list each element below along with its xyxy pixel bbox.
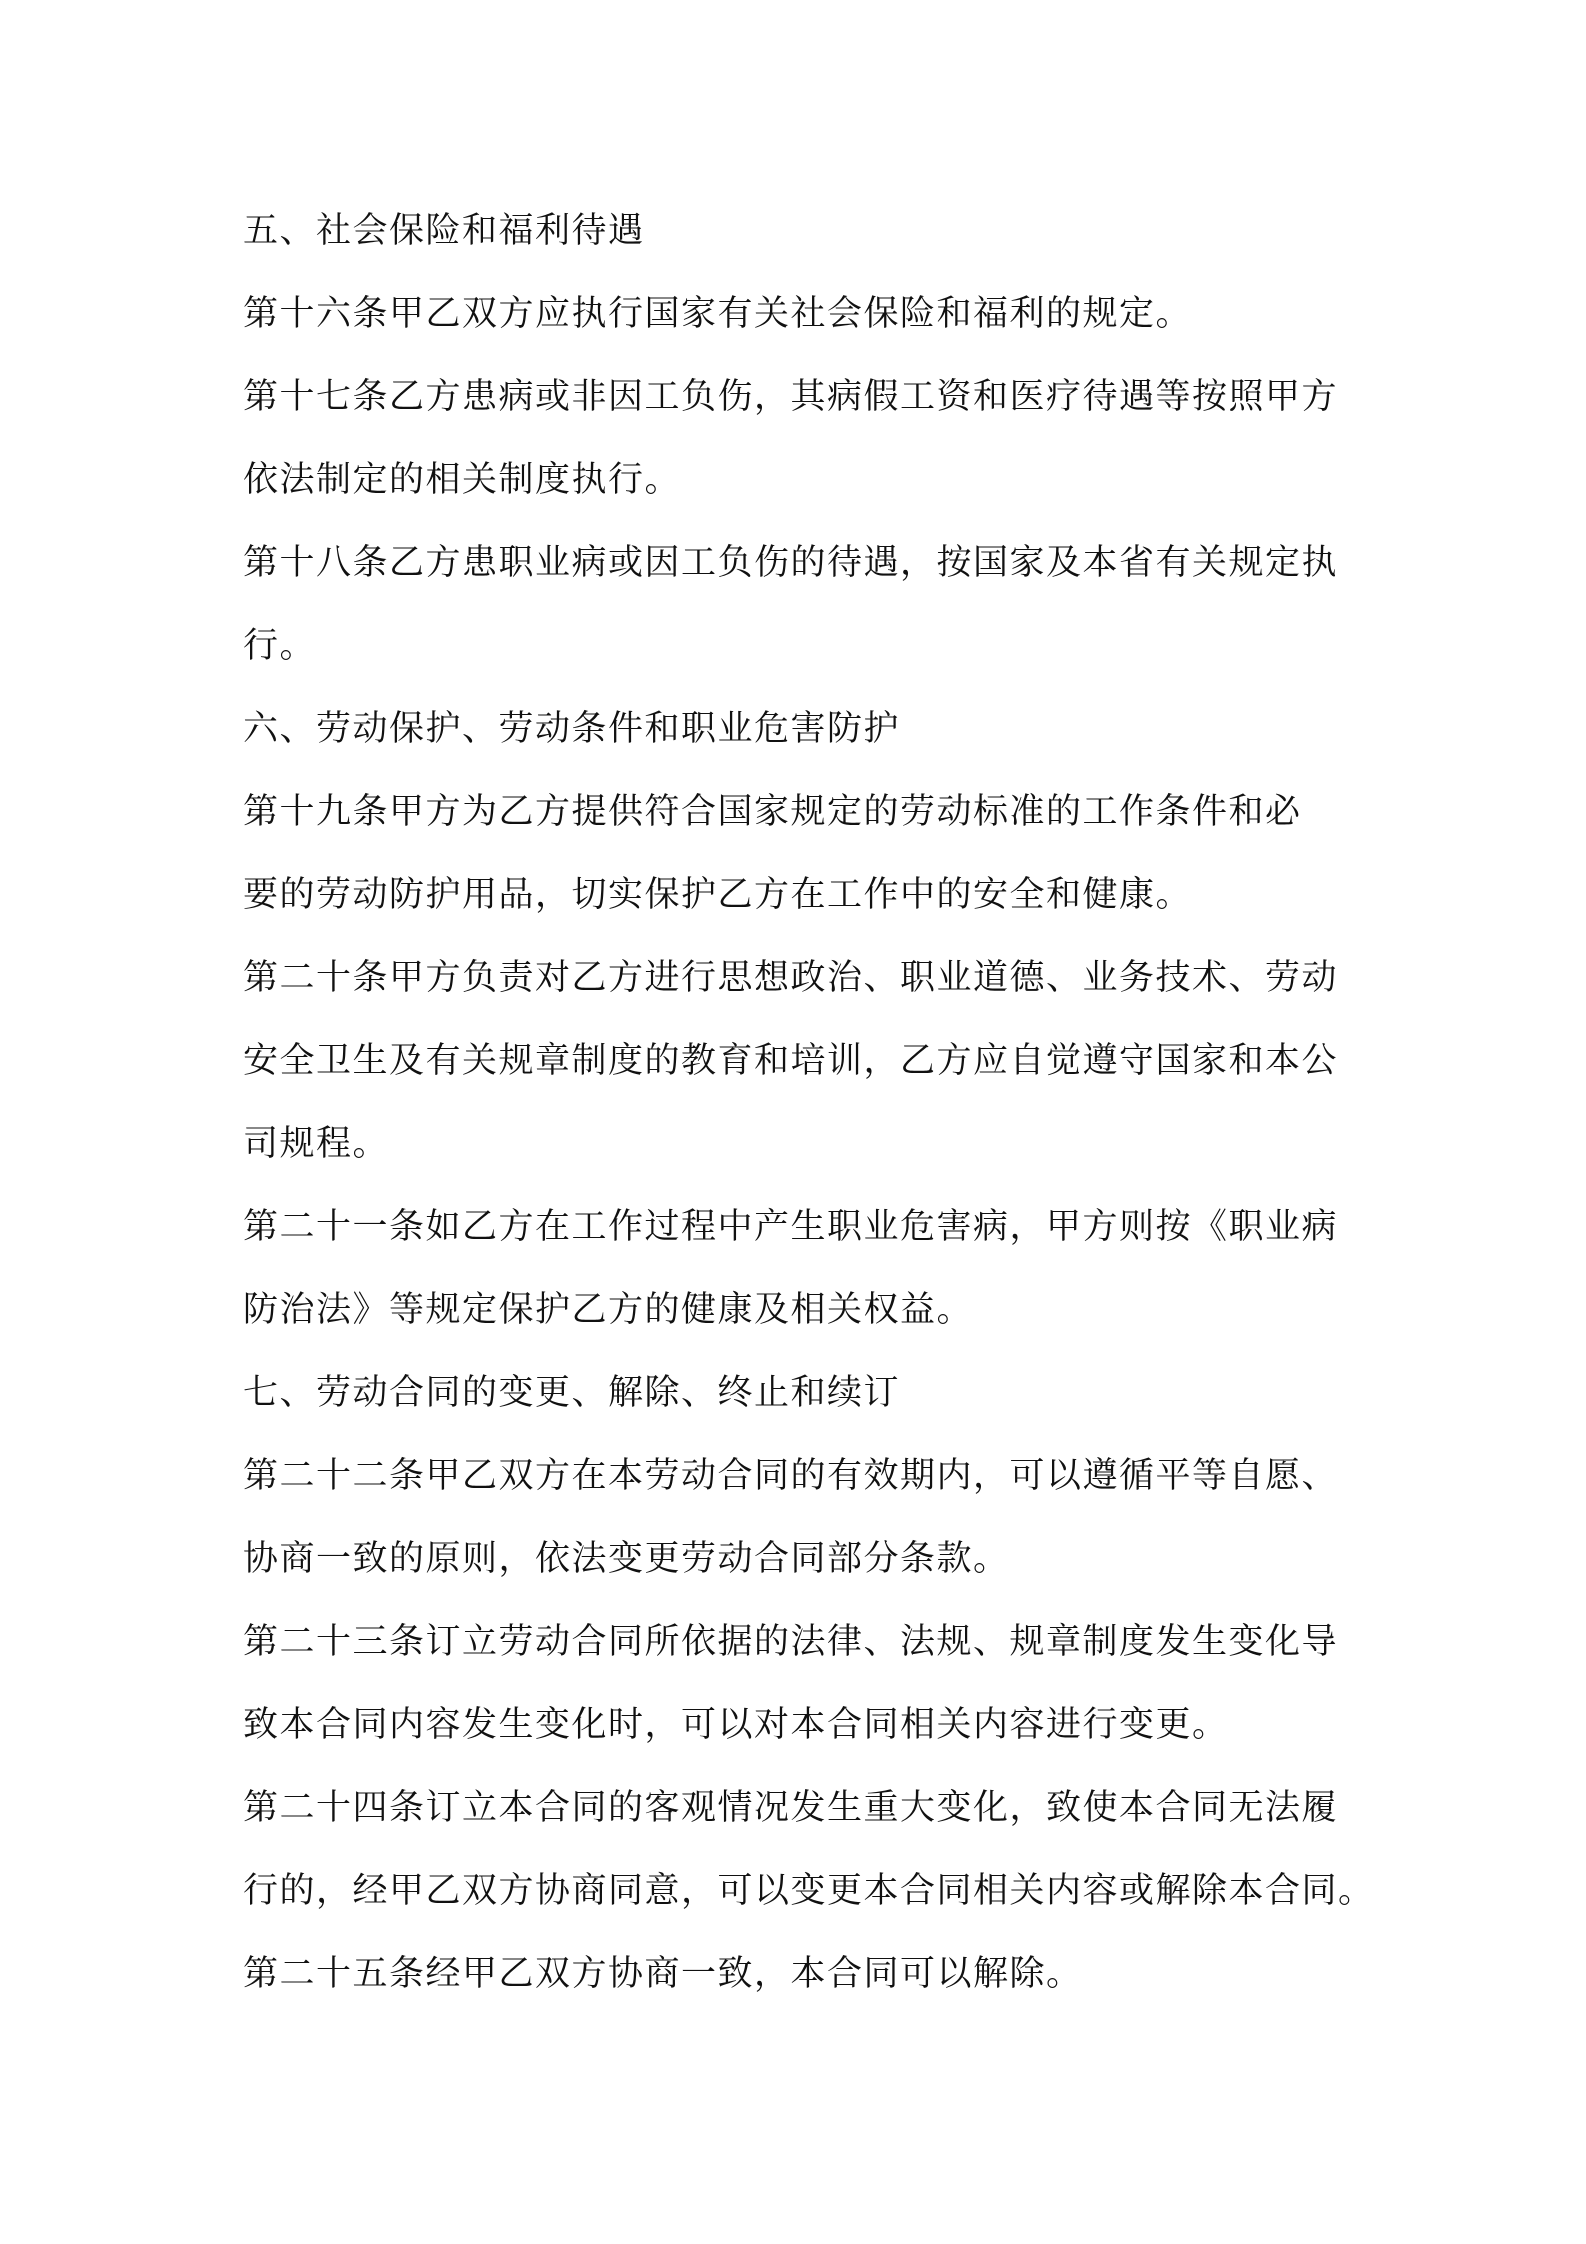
article-17-line-2: 依法制定的相关制度执行。 [243,460,682,500]
article-18-line-2: 行。 [243,626,317,666]
article-20-line-2: 安全卫生及有关规章制度的教育和培训，乙方应自觉遵守国家和本公 [243,1041,1339,1081]
section-heading-7: 七、劳动合同的变更、解除、终止和续订 [243,1373,901,1413]
section-heading-5: 五、社会保险和福利待遇 [243,211,645,251]
article-16-line-1: 第十六条甲乙双方应执行国家有关社会保险和福利的规定。 [243,294,1193,334]
article-22-line-2: 协商一致的原则，依法变更劳动合同部分条款。 [243,1539,1010,1579]
article-20-line-1: 第二十条甲方负责对乙方进行思想政治、职业道德、业务技术、劳动 [243,958,1339,998]
article-19-line-2: 要的劳动防护用品，切实保护乙方在工作中的安全和健康。 [243,875,1193,915]
article-23-line-2: 致本合同内容发生变化时，可以对本合同相关内容进行变更。 [243,1705,1229,1745]
article-17-line-1: 第十七条乙方患病或非因工负伤，其病假工资和医疗待遇等按照甲方 [243,377,1339,417]
section-heading-6: 六、劳动保护、劳动条件和职业危害防护 [243,709,901,749]
article-18-line-1: 第十八条乙方患职业病或因工负伤的待遇，按国家及本省有关规定执 [243,543,1339,583]
article-19-line-1: 第十九条甲方为乙方提供符合国家规定的劳动标准的工作条件和必 [243,792,1302,832]
article-24-line-2: 行的，经甲乙双方协商同意，可以变更本合同相关内容或解除本合同。 [243,1871,1375,1911]
article-21-line-2: 防治法》等规定保护乙方的健康及相关权益。 [243,1290,974,1330]
article-23-line-1: 第二十三条订立劳动合同所依据的法律、法规、规章制度发生变化导 [243,1622,1339,1662]
article-20-line-3: 司规程。 [243,1124,390,1164]
article-22-line-1: 第二十二条甲乙双方在本劳动合同的有效期内，可以遵循平等自愿、 [243,1456,1339,1496]
article-21-line-1: 第二十一条如乙方在工作过程中产生职业危害病，甲方则按《职业病 [243,1207,1339,1247]
article-24-line-1: 第二十四条订立本合同的客观情况发生重大变化，致使本合同无法履 [243,1788,1339,1828]
article-25-line-1: 第二十五条经甲乙双方协商一致，本合同可以解除。 [243,1954,1083,1994]
